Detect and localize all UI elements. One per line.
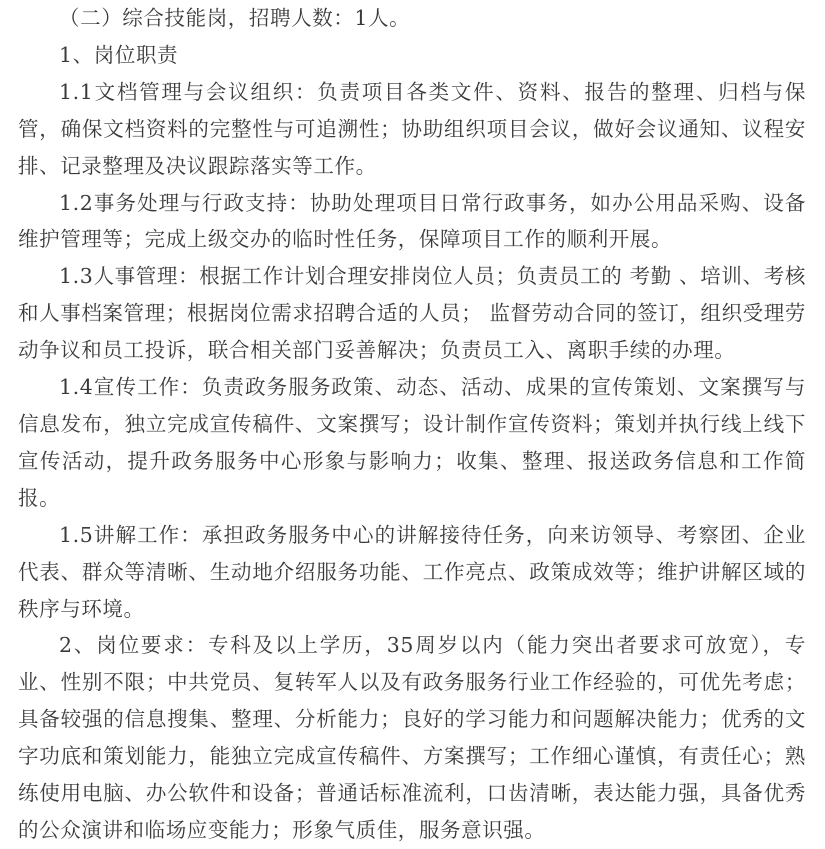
duty-publicity-work: 1.4宣传工作：负责政务服务政策、动态、活动、成果的宣传策划、文案撰写与信息发布，独立完成宣传稿件、文案撰写；设计制作宣传资料；策划并执行线上线下宣传活动，提升政务服务中心形象与影响力；收集、整理、报送政务信息和工作简报。 — [18, 375, 806, 510]
section-heading: （二）综合技能岗，招聘人数：1人。 — [59, 6, 411, 30]
duties-heading: 1、岗位职责 — [59, 42, 179, 67]
duty-personnel-management: 1.3人事管理：根据工作计划合理安排岗位人员；负责员工的 考勤 、培训、考核和人事档案管理；根据岗位需求招聘合适的人员； 监督劳动合同的签订，组织受理劳动争议和员工投诉，联合相关部门妥善解决；负责员工入、离职手续的办理。 — [18, 264, 806, 363]
duty-document-management: 1.1文档管理与会议组织：负责项目各类文件、资料、报告的整理、归档与保管，确保文档资料的完整性与可追溯性；协助组织项目会议，做好会议通知、议程安排、记录整理及决议跟踪落实等工作。 — [18, 79, 806, 178]
document-body — [18, 0, 806, 849]
duty-guided-explanation: 1.5讲解工作：承担政务服务中心的讲解接待任务，向来访领导、考察团、企业代表、群众等清晰、生动地介绍服务功能、工作亮点、政策成效等；维护讲解区域的秩序与环境。 — [18, 522, 806, 621]
job-requirements: 2、岗位要求：专科及以上学历，35周岁以内（能力突出者要求可放宽），专业、性别不限；中共党员、复转军人以及有政务服务行业工作经验的，可优先考虑；具备较强的信息搜集、整理、分析能力；良好的学习能力和问题解决能力；优秀的文字功底和策划能力，能独立完成宣传稿件、方案撰写；工作细心谨慎，有责任心；熟练使用电脑、办公软件和设备；普通话标准流利，口齿清晰，表达能力强，具备优秀的公众演讲和临场应变能力；形象气质佳，服务意识强。 — [18, 633, 806, 842]
duty-administrative-support: 1.2事务处理与行政支持：协助处理项目日常行政事务，如办公用品采购、设备维护管理等；完成上级交办的临时性任务，保障项目工作的顺利开展。 — [18, 190, 806, 252]
